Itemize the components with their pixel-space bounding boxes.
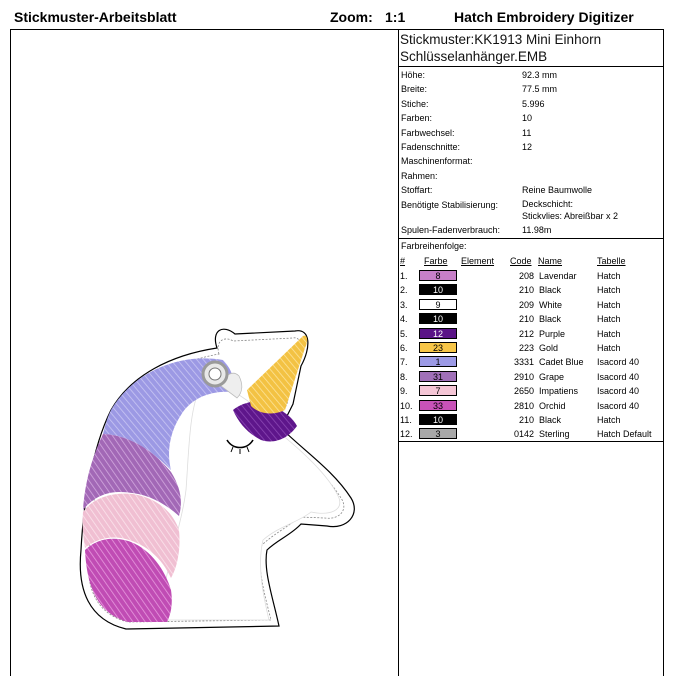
color-code: 210	[518, 314, 534, 325]
color-chart: Hatch Default	[597, 429, 652, 440]
worksheet-frame	[10, 29, 664, 676]
col-header-code: Code	[510, 256, 532, 266]
color-name: Lavendar	[539, 271, 577, 281]
color-swatch: 23	[419, 342, 457, 353]
color-number: 8.	[400, 371, 408, 382]
color-number: 11.	[400, 415, 412, 425]
col-header-color: Farbe	[424, 256, 448, 266]
color-chart: Hatch	[597, 271, 621, 281]
color-name: Black	[539, 314, 562, 325]
color-code: 2910	[513, 371, 534, 382]
color-code: 212	[518, 328, 534, 339]
color-swatch: 33	[419, 400, 457, 411]
color-swatch: 10	[419, 284, 457, 295]
color-row	[399, 413, 663, 427]
color-swatch: 3	[419, 428, 457, 439]
color-row	[399, 327, 663, 341]
info-panel	[399, 30, 663, 676]
design-stats: Höhe: 92.3 mm Breite: 77.5 mm Stiche: 5.996 Farben: 10 Farbwechsel: 11 Fadenschnitte: 12 Maschinenformat: Rahmen: Stoffart: Reine Baumwolle Benötigte Stabilisierung: Deckschicht: Stickvlies: Abreißbar x 2 Spulen-Fadenverbrauch: 11.98m	[399, 68, 663, 239]
color-chart: Isacord 40	[597, 371, 640, 382]
color-code: 2810	[513, 400, 534, 411]
color-sequence	[399, 239, 663, 442]
color-chart: Isacord 40	[597, 386, 640, 397]
color-number: 9.	[400, 386, 408, 397]
color-chart: Hatch	[597, 314, 621, 325]
color-chart: Isacord 40	[597, 400, 640, 411]
color-chart: Hatch	[597, 343, 621, 353]
col-header-element: Element	[461, 256, 495, 266]
color-number: 7.	[400, 357, 408, 368]
color-swatch: 8	[419, 270, 457, 281]
color-row	[399, 427, 663, 441]
color-row	[399, 269, 663, 283]
color-row	[399, 312, 663, 326]
unicorn-design-image	[11, 30, 398, 676]
color-name: Grape	[539, 371, 565, 382]
color-number: 12.	[400, 429, 413, 440]
color-row	[399, 399, 663, 413]
col-header-name: Name	[538, 256, 563, 266]
design-name	[399, 30, 663, 67]
col-header-num: #	[400, 256, 406, 266]
design-name-line2: Schlüsselanhänger.EMB	[400, 49, 548, 64]
app-name: Hatch Embroidery Digitizer	[454, 9, 634, 25]
color-swatch: 9	[419, 299, 457, 310]
color-number: 10.	[400, 400, 413, 411]
color-code: 208	[518, 271, 534, 281]
sheet-title: Stickmuster-Arbeitsblatt	[14, 9, 177, 25]
color-code: 210	[518, 415, 534, 425]
zoom-value: 1:1	[385, 9, 406, 25]
color-number: 5.	[400, 328, 408, 339]
zoom-label: Zoom:	[330, 9, 373, 25]
color-number: 2.	[400, 285, 408, 296]
color-code: 3331	[513, 357, 534, 368]
color-row	[399, 384, 663, 398]
color-number: 3.	[400, 299, 408, 310]
color-chart: Hatch	[597, 299, 621, 310]
color-number: 4.	[400, 314, 408, 325]
color-code: 2650	[513, 386, 534, 397]
color-swatch: 31	[419, 371, 457, 382]
color-number: 6.	[400, 343, 408, 353]
color-name: Purple	[539, 328, 566, 339]
color-chart: Isacord 40	[597, 357, 640, 368]
color-code: 210	[518, 285, 534, 296]
color-code: 223	[518, 343, 534, 353]
color-sequence-caption: Farbreihenfolge:	[401, 241, 467, 251]
col-header-chart: Tabelle	[597, 256, 626, 266]
color-number: 1.	[400, 271, 408, 281]
color-chart: Hatch	[597, 415, 621, 425]
color-row	[399, 283, 663, 297]
color-row	[399, 370, 663, 384]
color-swatch: 1	[419, 356, 457, 367]
color-swatch: 12	[419, 328, 457, 339]
color-row	[399, 355, 663, 369]
color-swatch: 10	[419, 414, 457, 425]
design-name-line1: Stickmuster:KK1913 Mini Einhorn	[400, 32, 602, 47]
color-code: 0142	[513, 429, 534, 440]
color-code: 209	[518, 299, 534, 310]
color-swatch: 7	[419, 385, 457, 396]
color-name: White	[539, 299, 563, 310]
design-preview	[11, 30, 399, 676]
color-name: Sterling	[539, 429, 570, 440]
color-row	[399, 341, 663, 355]
header	[0, 0, 676, 26]
color-row	[399, 298, 663, 312]
color-swatch: 10	[419, 313, 457, 324]
color-name: Impatiens	[539, 386, 579, 397]
color-name: Orchid	[539, 400, 566, 411]
color-chart: Hatch	[597, 328, 621, 339]
color-chart: Hatch	[597, 285, 621, 296]
color-name: Black	[539, 415, 562, 425]
color-name: Cadet Blue	[539, 357, 584, 368]
color-name: Black	[539, 285, 562, 296]
color-name: Gold	[539, 343, 559, 353]
